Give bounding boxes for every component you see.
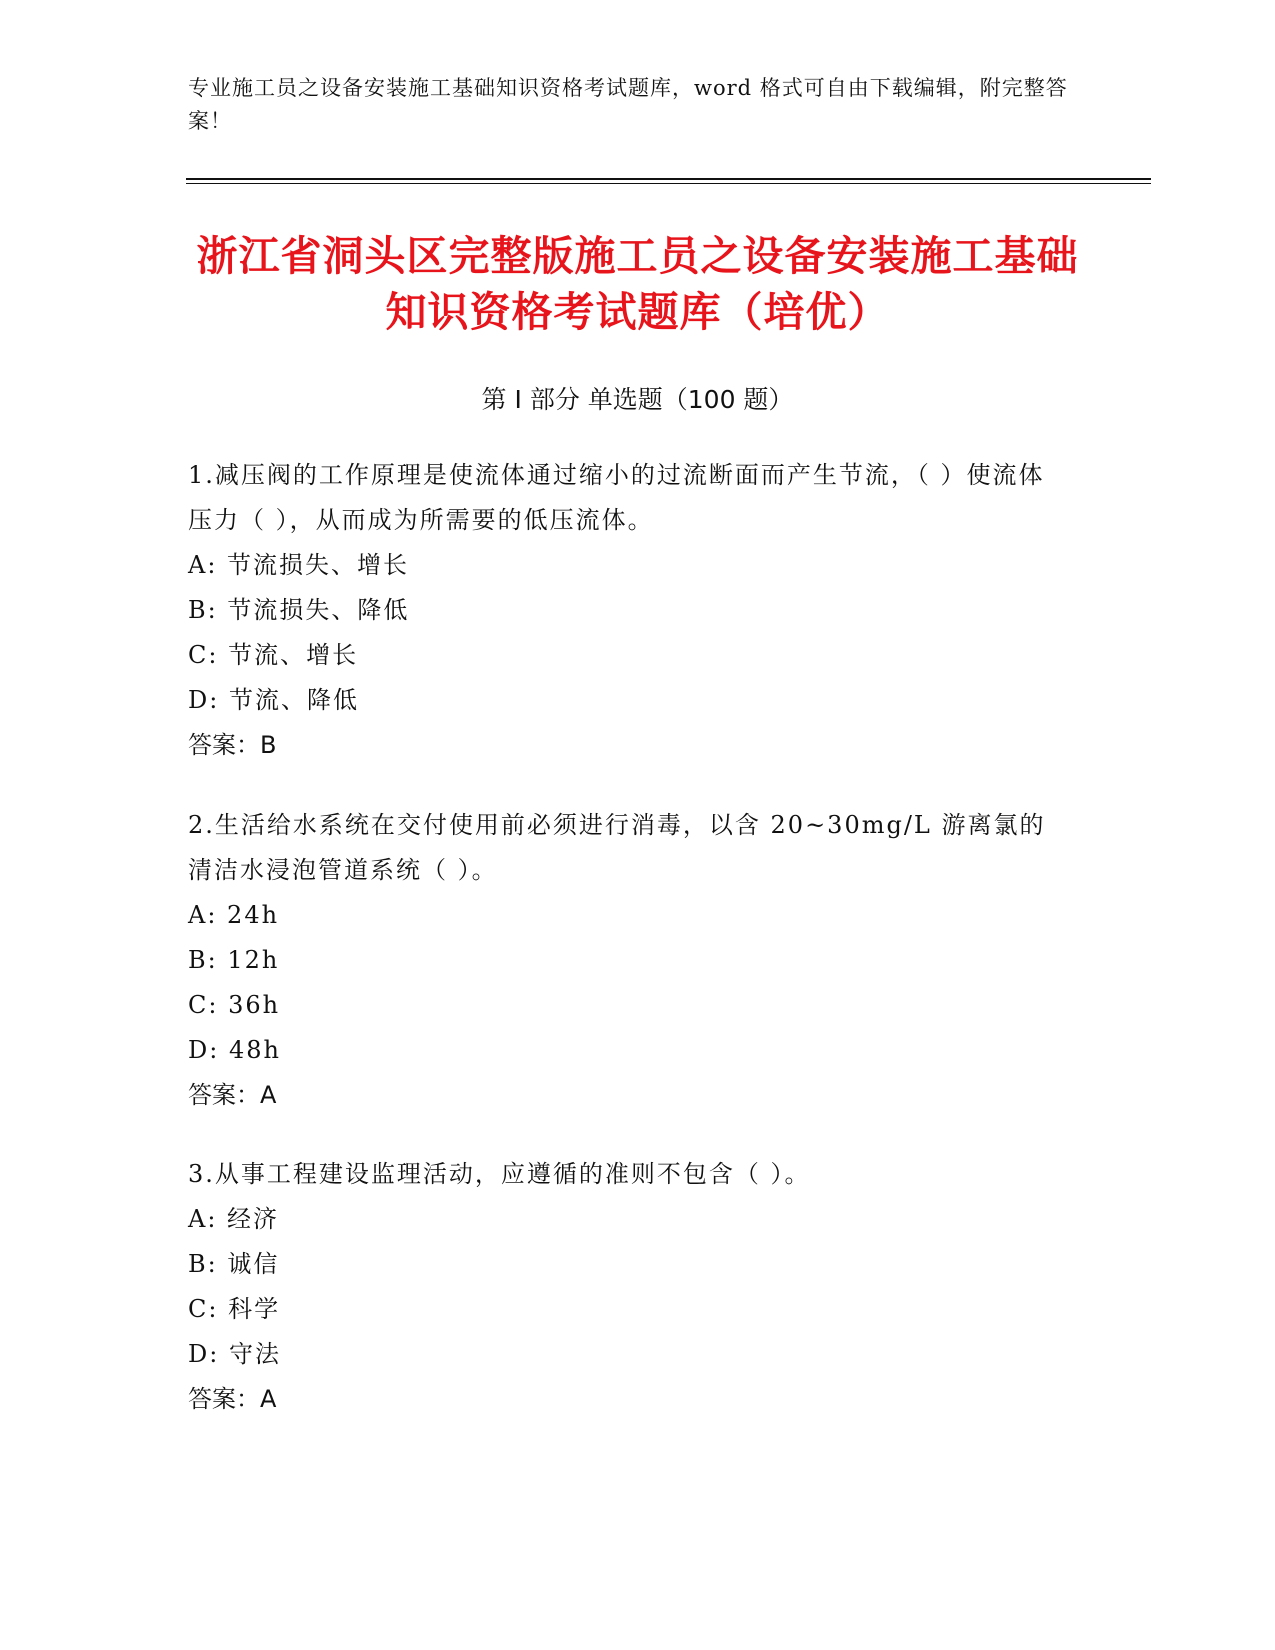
option-c: C: 36h bbox=[188, 991, 281, 1019]
option-a: A: 24h bbox=[188, 901, 280, 929]
option-a: A: 节流损失、增长 bbox=[188, 551, 410, 579]
header-rule-thin bbox=[186, 183, 1151, 184]
section-title: 第 I 部分 单选题（100 题） bbox=[481, 385, 794, 414]
answer-line: 答案：A bbox=[188, 1385, 277, 1413]
option-a: A: 经济 bbox=[188, 1205, 280, 1233]
question-2 bbox=[188, 803, 1068, 1118]
header-note: 专业施工员之设备安装施工基础知识资格考试题库，word 格式可自由下载编辑，附完整答案！ bbox=[188, 76, 1068, 133]
option-d: D: 节流、降低 bbox=[188, 686, 359, 714]
option-b: B: 节流损失、降低 bbox=[188, 596, 410, 624]
option-d: D: 守法 bbox=[188, 1340, 281, 1368]
question-stem: 2.生活给水系统在交付使用前必须进行消毒，以含 20~30mg/L 游离氯的清洁水浸泡管道系统（ ）。 bbox=[188, 811, 1046, 884]
document-title: 浙江省洞头区完整版施工员之设备安装施工基础知识资格考试题库（培优） bbox=[196, 232, 1079, 336]
option-b: B: 12h bbox=[188, 946, 280, 974]
question-1 bbox=[188, 453, 1068, 768]
answer-line: 答案：B bbox=[188, 731, 277, 759]
option-b: B: 诚信 bbox=[188, 1250, 280, 1278]
answer-line: 答案：A bbox=[188, 1081, 277, 1109]
header-rule-thick bbox=[186, 178, 1151, 180]
question-stem: 1.减压阀的工作原理是使流体通过缩小的过流断面而产生节流，（ ）使流体压力（ ），从而成为所需要的低压流体。 bbox=[188, 461, 1045, 534]
option-c: C: 节流、增长 bbox=[188, 641, 359, 669]
option-c: C: 科学 bbox=[188, 1295, 281, 1323]
question-stem: 3.从事工程建设监理活动，应遵循的准则不包含（ ）。 bbox=[188, 1160, 811, 1188]
option-d: D: 48h bbox=[188, 1036, 281, 1064]
question-3 bbox=[188, 1152, 1068, 1422]
